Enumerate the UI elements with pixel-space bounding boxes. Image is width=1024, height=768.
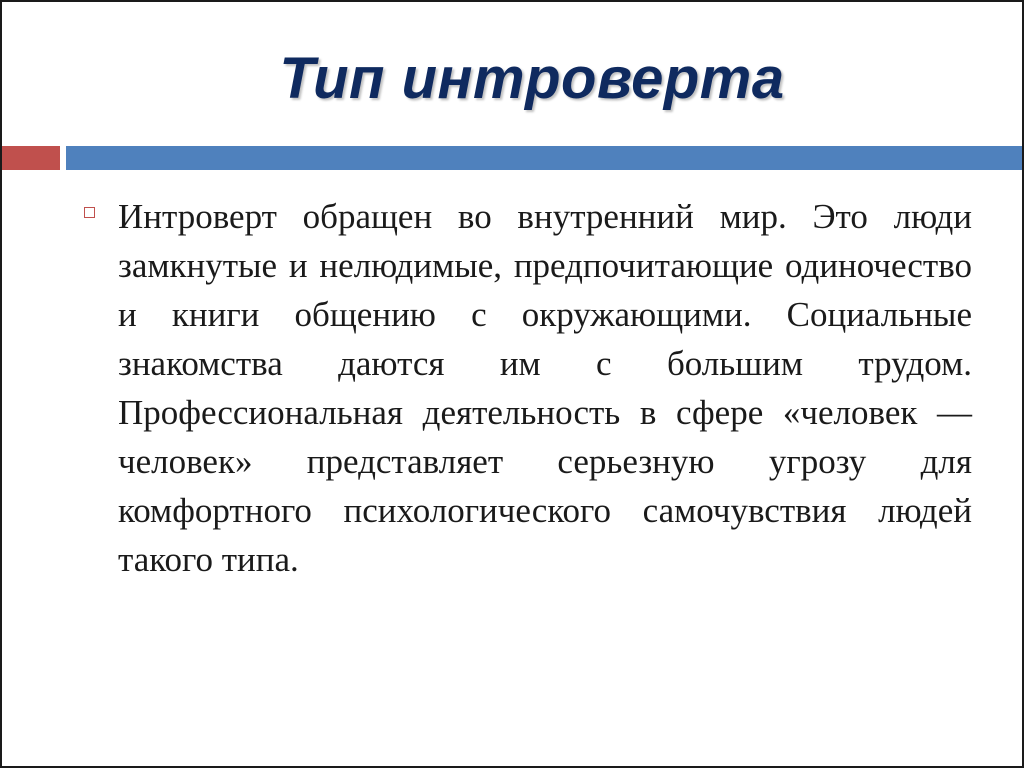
accent-bar-blue — [66, 146, 1024, 170]
hollow-square-bullet-icon — [84, 207, 95, 218]
bullet-text: Интроверт обращен во внутренний мир. Это люди замкнутые и нелюдимые, предпочитающие одиночество и книги общению с окружающими. Социальные знакомства даются им с большим трудом. Профессиональная деятельность в сфере «человек — человек» представляет серьезную угрозу для комфортного психологического самочувствия людей такого типа. — [118, 197, 972, 579]
slide-title: Тип интроверта — [279, 46, 785, 111]
accent-bar-red — [2, 146, 60, 170]
